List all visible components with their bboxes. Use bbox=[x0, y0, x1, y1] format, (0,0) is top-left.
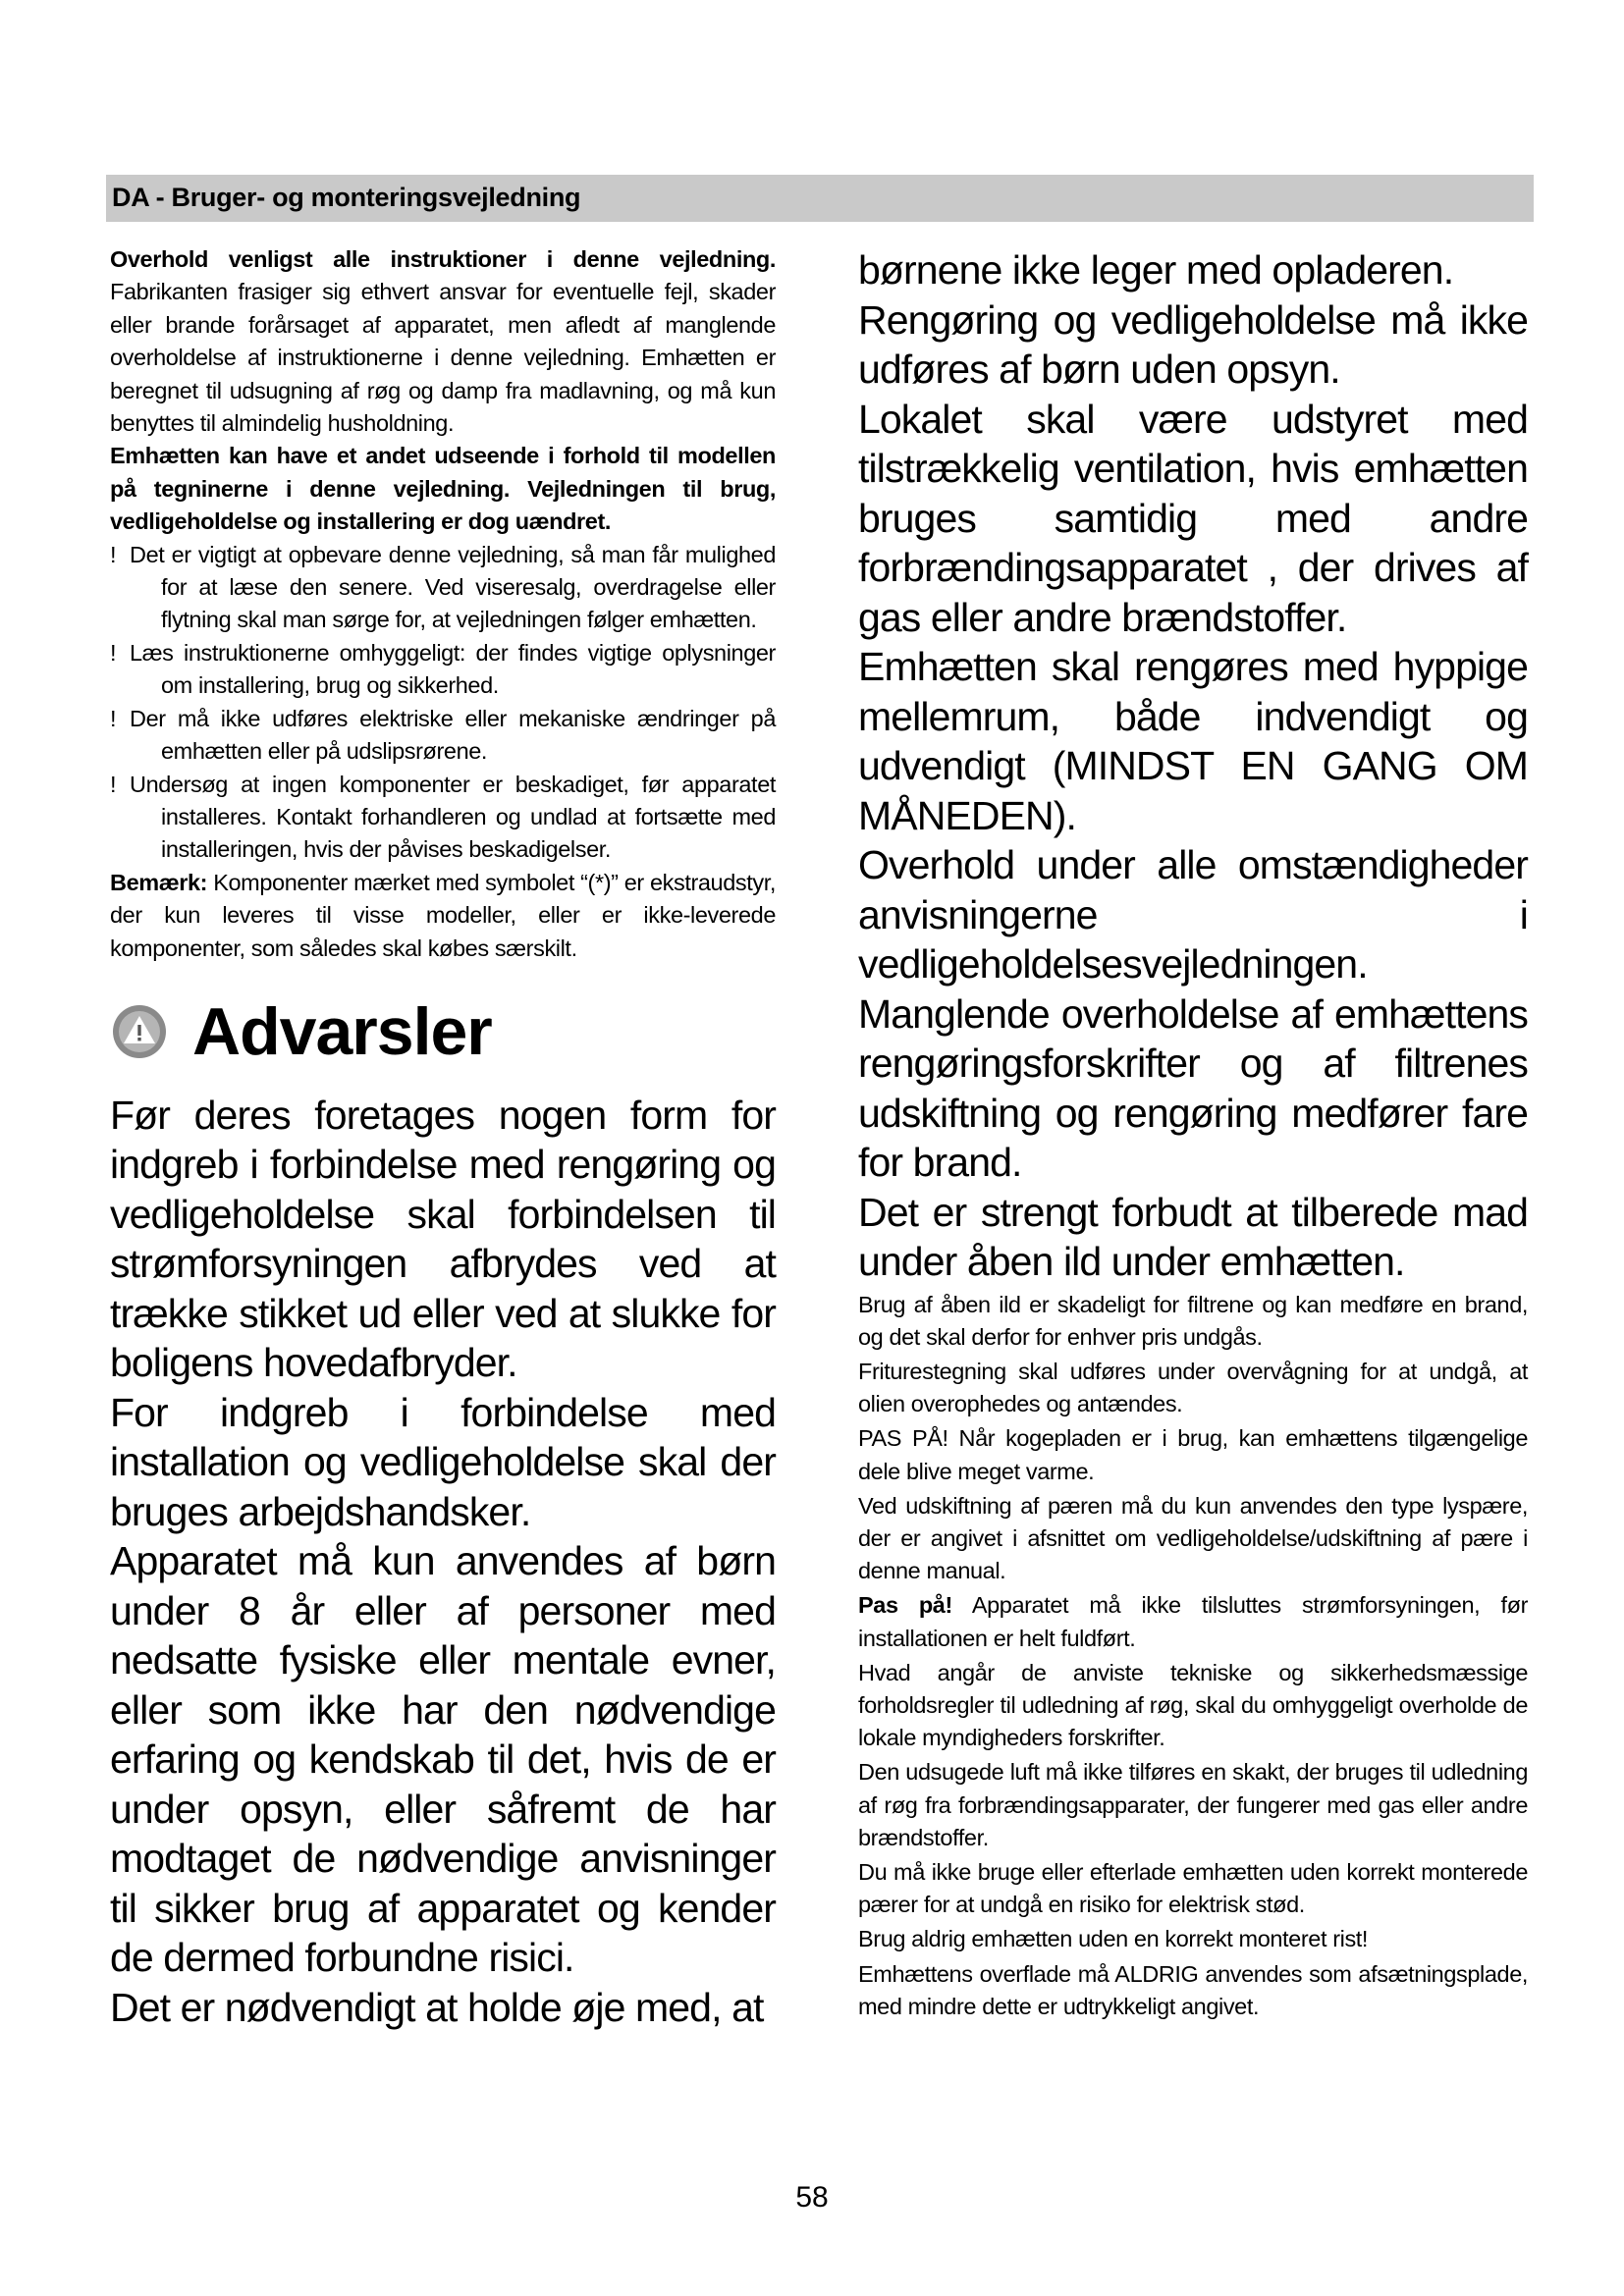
safety-paragraph: Ved udskiftning af pæren må du kun anvendes den type lyspære, der er angivet i afsnittet om vedligeholdelse/udskiftning af pære i denne manual. bbox=[858, 1492, 1528, 1584]
safety-paragraph: Den udsugede luft må ikke tilføres en skakt, der bruges til udledning af røg fra forbrændingsapparater, der fungerer med gas eller andre brændstoffer. bbox=[858, 1759, 1528, 1850]
note-label: Bemærk: bbox=[110, 869, 208, 895]
appearance-bold: Emhætten kan have et andet udseende i forhold til modellen på tegninerne i denne vejledning. Vejledningen til brug, vedligeholdelse og installering er dog uændret. bbox=[110, 443, 776, 535]
intro-paragraph bbox=[110, 243, 776, 440]
caution-text: Apparatet må ikke tilsluttes strømforsyningen, før installationen er helt fuldført. bbox=[858, 1592, 1528, 1651]
safety-paragraph: Brug aldrig emhætten uden en korrekt monteret rist! bbox=[858, 1926, 1369, 1952]
right-column bbox=[858, 245, 1528, 2023]
warning-paragraph: Emhætten skal rengøres med hyppige mellemrum, både indvendigt og udvendigt (MINDST EN GANG OM MÅNEDEN). bbox=[858, 644, 1528, 838]
bullet-item bbox=[110, 637, 776, 703]
bullet-marker: ! bbox=[110, 771, 117, 797]
warning-paragraph: Det er nødvendigt at holde øje med, at bbox=[110, 1984, 764, 2030]
caution-paragraph bbox=[858, 1589, 1528, 1654]
warning-paragraph: Det er strengt forbudt at tilberede mad under åben ild under emhætten. bbox=[858, 1189, 1528, 1284]
warning-icon bbox=[112, 1004, 167, 1059]
warning-paragraph: For indgreb i forbindelse med installation og vedligeholdelse skal der bruges arbejdshandsker. bbox=[110, 1389, 776, 1534]
caution-label: Pas på! bbox=[858, 1592, 952, 1619]
warning-paragraph: Lokalet skal være udstyret med tilstrækkelig ventilation, hvis emhætten bruges samtidig med andre forbrændingsapparatet , der drives af gas eller andre brændstoffer. bbox=[858, 396, 1528, 640]
page-number: 58 bbox=[795, 2181, 829, 2214]
bullet-marker: ! bbox=[110, 639, 117, 666]
warning-paragraph: Overhold under alle omstændigheder anvisningerne i vedligeholdelsesvejledningen. bbox=[858, 842, 1528, 987]
note-paragraph bbox=[110, 867, 776, 965]
warning-paragraph: Manglende overholdelse af emhættens rengøringsforskrifter og af filtrenes udskiftning og rengøring medfører fare for brand. bbox=[858, 990, 1528, 1185]
warnings-title: Advarsler bbox=[192, 993, 492, 1069]
intro-bold: Overhold venligst alle instruktioner i denne vejledning. bbox=[110, 246, 776, 272]
warning-paragraph: Rengøring og vedligeholdelse må ikke udføres af børn uden opsyn. bbox=[858, 296, 1528, 392]
bullet-item bbox=[110, 539, 776, 637]
bullet-text: Undersøg at ingen komponenter er beskadiget, før apparatet installeres. Kontakt forhandleren og undlad at fortsætte med installeringen, hvis der påvises beskadigelser. bbox=[130, 771, 776, 863]
warnings-heading bbox=[110, 992, 776, 1071]
intro-text: Fabrikanten frasiger sig ethvert ansvar for eventuelle fejl, skader eller brande forårsaget af apparatet, men afledt af manglende overholdelse af instruktionerne i denne vejledning. Emhætten er beregnet til udsugning af røg og damp fra madlavning, og må kun benyttes til almindelig husholdning. bbox=[110, 279, 776, 437]
warning-paragraph: Apparatet må kun anvendes af børn under 8 år eller af personer med nedsatte fysiske eller mentale evner, eller som ikke har den nødvendige erfaring og kendskab til det, hvis de er under opsyn, eller såfremt de har modtaget de nødvendige anvisninger til sikker brug af apparatet og kender de dermed forbundne risici. bbox=[110, 1538, 776, 1981]
bullet-marker: ! bbox=[110, 541, 117, 567]
appearance-note bbox=[110, 440, 776, 538]
safety-paragraph: Hvad angår de anviste tekniske og sikkerhedsmæssige forholdsregler til udledning af røg, skal du omhyggeligt overholde de lokale myndigheders forskrifter. bbox=[858, 1659, 1528, 1751]
bullet-item bbox=[110, 769, 776, 867]
bullet-marker: ! bbox=[110, 705, 117, 731]
bullet-text: Der må ikke udføres elektriske eller mekaniske ændringer på emhætten eller på udslipsrørene. bbox=[130, 705, 776, 765]
left-column bbox=[110, 243, 776, 2032]
section-header-bar bbox=[106, 175, 1534, 222]
safety-paragraph: PAS PÅ! Når kogepladen er i brug, kan emhættens tilgængelige dele blive meget varme. bbox=[858, 1425, 1528, 1484]
note-text: Komponenter mærket med symbolet “(*)” er ekstraudstyr, der kun leveres til visse modeller, eller er ikke-leverede komponenter, som således skal købes særskilt. bbox=[110, 869, 776, 961]
safety-paragraph: Emhættens overflade må ALDRIG anvendes som afsætningsplade, med mindre dette er udtrykkeligt angivet. bbox=[858, 1960, 1528, 2019]
safety-paragraph: Du må ikke bruge eller efterlade emhætten uden korrekt monterede pærer for at undgå en risiko for elektrisk stød. bbox=[858, 1858, 1528, 1918]
bullet-item bbox=[110, 703, 776, 769]
warning-paragraph: børnene ikke leger med opladeren. bbox=[858, 247, 1454, 293]
bullet-text: Læs instruktionerne omhyggeligt: der findes vigtige oplysninger om installering, brug og sikkerhed. bbox=[130, 639, 776, 699]
warning-paragraph: Før deres foretages nogen form for indgreb i forbindelse med rengøring og vedligeholdelse skal forbindelsen til strømforsyningen afbrydes ved at trække stikket ud eller ved at slukke for boligens hovedafbryder. bbox=[110, 1092, 776, 1386]
section-header-title: DA - Bruger- og monteringsvejledning bbox=[112, 183, 581, 212]
safety-paragraph: Friturestegning skal udføres under overvågning for at undgå, at olien overophedes og antændes. bbox=[858, 1358, 1528, 1417]
bullet-text: Det er vigtigt at opbevare denne vejledning, så man får mulighed for at læse den senere. Ved viseresalg, overdragelse eller flytning skal man sørge for, at vejledningen følger emhætten. bbox=[130, 541, 776, 633]
safety-paragraph: Brug af åben ild er skadeligt for filtrene og kan medføre en brand, og det skal derfor for enhver pris undgås. bbox=[858, 1291, 1528, 1350]
